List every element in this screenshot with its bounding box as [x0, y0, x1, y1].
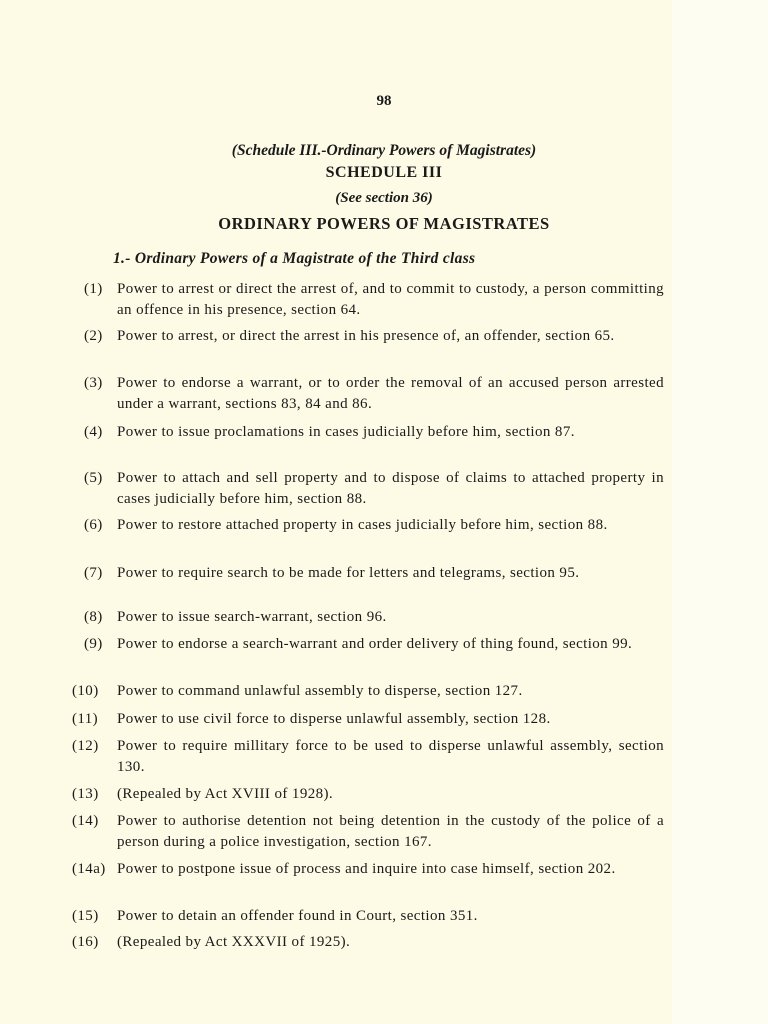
- item-text: Power to restore attached property in cases judicially before him, section 88.: [117, 517, 608, 533]
- item-number: (11): [72, 711, 99, 727]
- list-item: [72, 906, 664, 927]
- item-number: (4): [84, 424, 103, 440]
- item-text: (Repealed by Act XXXVII of 1925).: [117, 934, 351, 950]
- list-item: [72, 859, 664, 880]
- item-number: (8): [84, 609, 103, 625]
- item-number: (13): [72, 786, 99, 802]
- item-text: (Repealed by Act XVIII of 1928).: [117, 786, 334, 802]
- list-item: [84, 634, 664, 655]
- item-number: (1): [84, 281, 103, 297]
- item-text: Power to issue search-warrant, section 96.: [117, 609, 387, 625]
- item-text: Power to postpone issue of process and inquire into case himself, section 202.: [117, 861, 616, 877]
- item-text: Power to arrest or direct the arrest of, and to commit to custody, a person committing an offence in his presence, section 64.: [117, 281, 664, 318]
- item-text: Power to authorise detention not being detention in the custody of the police of a person during a police investigation, section 167.: [117, 813, 664, 850]
- item-text: Power to endorse a warrant, or to order the removal of an accused person arrested under a warrant, sections 83, 84 and 86.: [117, 375, 664, 412]
- item-number: (7): [84, 565, 103, 581]
- running-title: (Schedule III.-Ordinary Powers of Magistrates): [231, 142, 537, 159]
- item-number: (2): [84, 328, 103, 344]
- item-text: Power to require search to be made for letters and telegrams, section 95.: [117, 565, 580, 581]
- page-number: 98: [376, 93, 392, 109]
- main-title: ORDINARY POWERS OF MAGISTRATES: [218, 214, 550, 233]
- list-item: [72, 811, 664, 853]
- item-number: (14a): [72, 861, 106, 877]
- list-item: [84, 422, 664, 443]
- item-text: Power to endorse a search-warrant and order delivery of thing found, section 99.: [117, 636, 633, 652]
- list-item: [84, 326, 664, 347]
- item-text: Power to require millitary force to be used to disperse unlawful assembly, section 130.: [117, 738, 664, 775]
- item-text: Power to issue proclamations in cases judicially before him, section 87.: [117, 424, 575, 440]
- list-item: [84, 515, 664, 536]
- list-item: [84, 373, 664, 415]
- item-text: Power to attach and sell property and to dispose of claims to attached property in cases judicially before him, section 88.: [117, 470, 664, 507]
- item-number: (16): [72, 934, 99, 950]
- item-text: Power to use civil force to disperse unlawful assembly, section 128.: [117, 711, 551, 727]
- list-item: [84, 279, 664, 321]
- item-text: Power to command unlawful assembly to disperse, section 127.: [117, 683, 523, 699]
- list-item: [72, 709, 664, 730]
- list-item: [72, 681, 664, 702]
- see-section: (See section 36): [335, 190, 433, 206]
- subheading: 1.- Ordinary Powers of a Magistrate of the Third class: [113, 250, 476, 267]
- schedule-title: SCHEDULE III: [325, 164, 443, 181]
- item-number: (6): [84, 517, 103, 533]
- item-number: (5): [84, 470, 103, 486]
- list-item: [84, 468, 664, 510]
- item-number: (12): [72, 738, 99, 754]
- list-item: [72, 736, 664, 778]
- item-text: Power to arrest, or direct the arrest in his presence of, an offender, section 65.: [117, 328, 615, 344]
- item-number: (10): [72, 683, 99, 699]
- item-number: (15): [72, 908, 99, 924]
- item-text: Power to detain an offender found in Court, section 351.: [117, 908, 478, 924]
- list-item: [84, 563, 664, 584]
- list-item: [84, 607, 664, 628]
- item-number: (9): [84, 636, 103, 652]
- list-item: [72, 784, 664, 805]
- list-item: [72, 932, 664, 953]
- item-number: (14): [72, 813, 99, 829]
- item-number: (3): [84, 375, 103, 391]
